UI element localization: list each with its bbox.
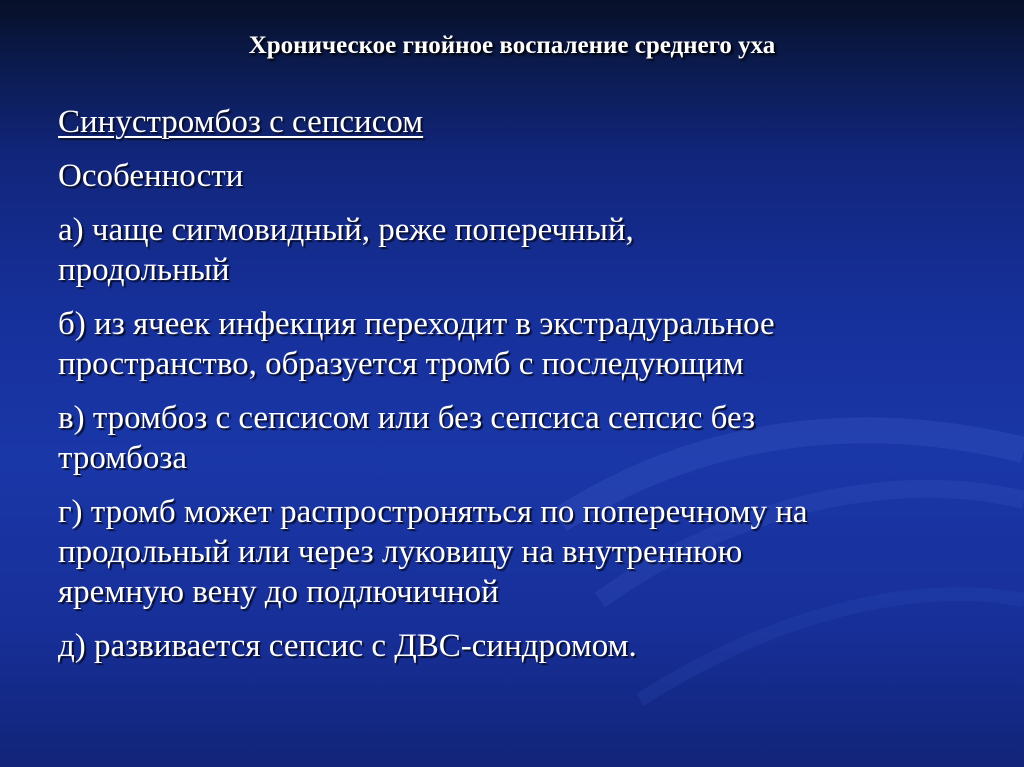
list-item-line: пространство, образуется тромб с последующим [58, 346, 744, 382]
list-item-line: д) развивается сепсис с ДВС-синдромом. [58, 628, 637, 664]
section-heading [58, 102, 978, 142]
list-item-line: б) из ячеек инфекция переходит в экстрадуральное [58, 306, 775, 342]
list-item-line: яремную вену до подлючичной [58, 574, 499, 610]
slide-title: Хроническое гнойное воспаление среднего уха [248, 32, 776, 59]
list-item-line: а) чаще сигмовидный, реже поперечный, [58, 212, 634, 248]
list-item-line: в) тромбоз с сепсисом или без сепсиса сепсис без [58, 400, 756, 436]
list-item-line: тромбоза [58, 440, 188, 476]
list-item-line: г) тромб может распростроняться по поперечному на [58, 494, 808, 530]
list-item-a [58, 210, 978, 290]
list-item-g [58, 492, 978, 612]
list-item-line: продольный или через луковицу на внутреннюю [58, 534, 743, 570]
list-item-d [58, 626, 978, 666]
section-subheading: Особенности [58, 158, 244, 194]
list-item-b [58, 304, 978, 384]
list-item-v [58, 398, 978, 478]
slide-body [58, 102, 978, 666]
section-heading-text: Синустромбоз с сепсисом [58, 104, 424, 140]
list-item-line: продольный [58, 252, 230, 288]
